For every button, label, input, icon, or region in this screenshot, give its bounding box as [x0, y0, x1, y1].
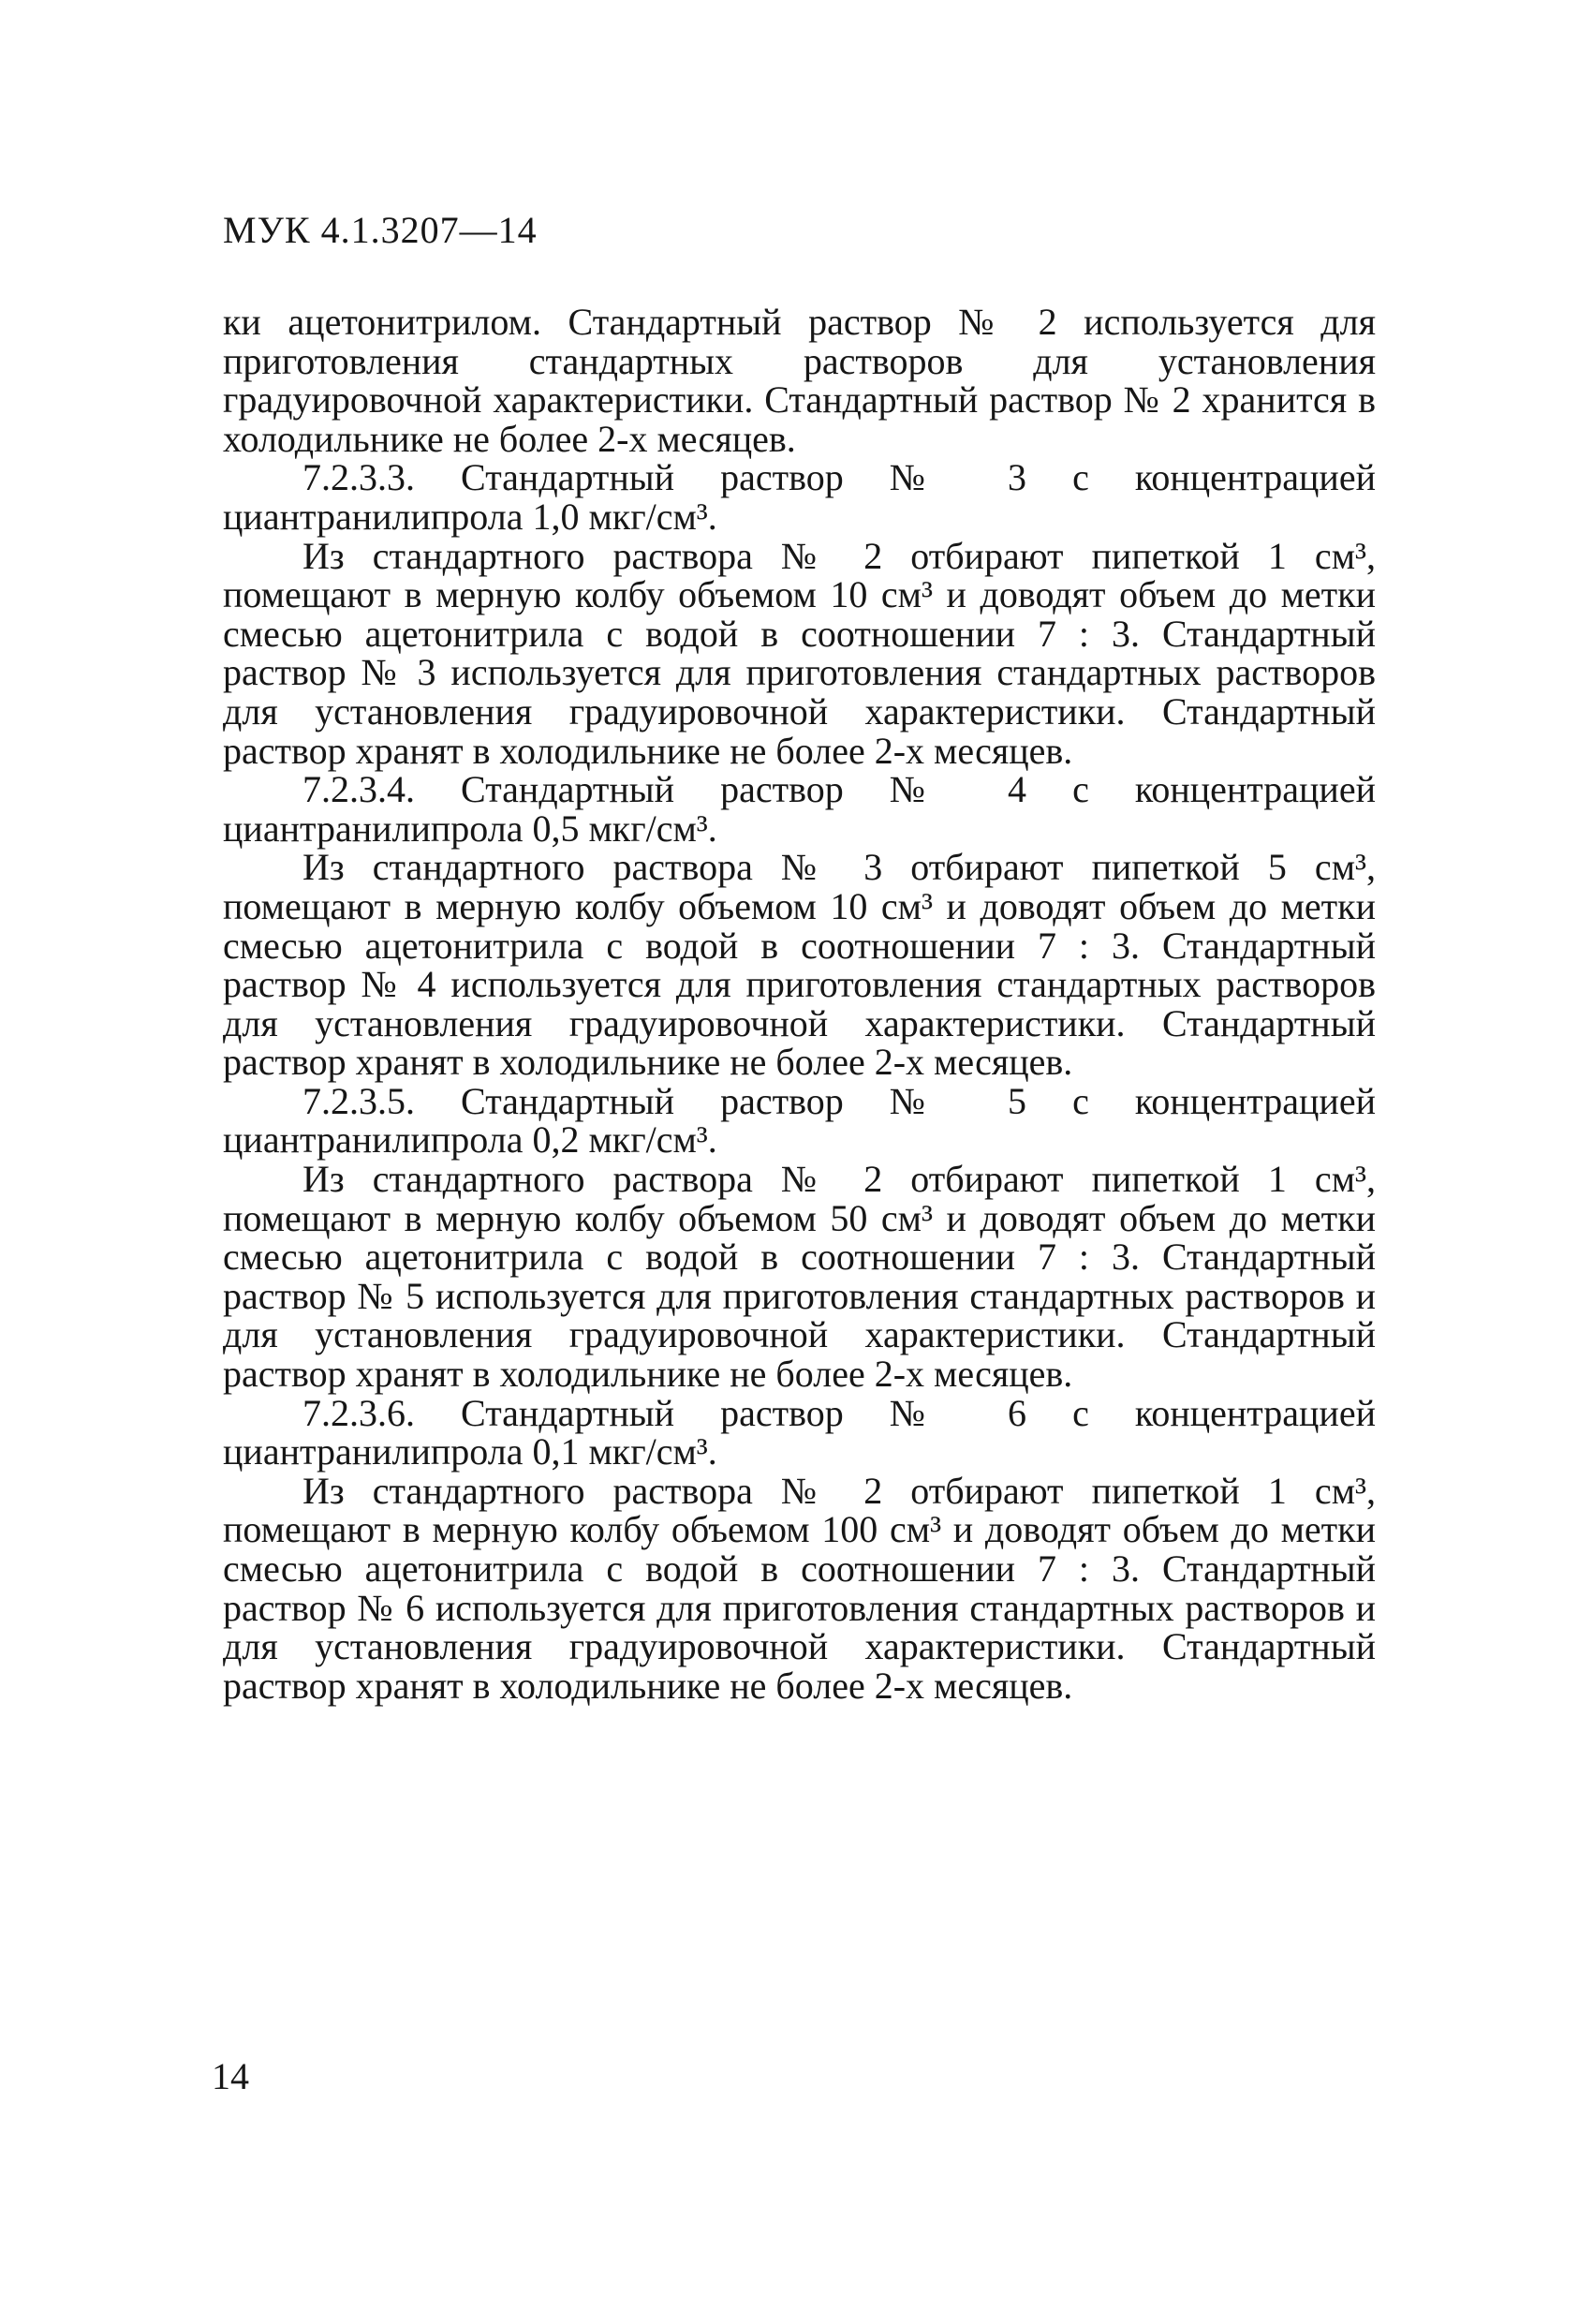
section-heading-7-2-3-6: 7.2.3.6. Стандартный раствор № 6 с концентрацией циантранилипрола 0,1 мкг/см³. — [223, 1391, 1376, 1473]
section-heading-7-2-3-3: 7.2.3.3. Стандартный раствор № 3 с концентрацией циантранилипрола 1,0 мкг/см³. — [223, 456, 1376, 538]
body-text — [223, 303, 1376, 1705]
document-code-header: МУК 4.1.3207—14 — [223, 209, 538, 251]
section-heading-7-2-3-4: 7.2.3.4. Стандартный раствор № 4 с концентрацией циантранилипрола 0,5 мкг/см³. — [223, 768, 1376, 850]
paragraph-standard-solution-4: Из стандартного раствора № 3 отбирают пипеткой 5 см³, помещают в мерную колбу объемом 10 см³ и доводят объем до метки смесью ацетонитрила с водой в соотношении 7 : 3. Стандартный раствор № 4 используется для приготовления стандартных растворов для установления градуировочной характеристики. Стандартный раствор хранят в холодильнике не более 2-х месяцев. — [223, 846, 1376, 1084]
paragraph-standard-solution-5: Из стандартного раствора № 2 отбирают пипеткой 1 см³, помещают в мерную колбу объемом 50 см³ и доводят объем до метки смесью ацетонитрила с водой в соотношении 7 : 3. Стандартный раствор № 5 используется для приготовления стандартных растворов и для установления градуировочной характеристики. Стандартный раствор хранят в холодильнике не более 2-х месяцев. — [223, 1158, 1376, 1396]
paragraph-standard-solution-3: Из стандартного раствора № 2 отбирают пипеткой 1 см³, помещают в мерную колбу объемом 10 см³ и доводят объем до метки смесью ацетонитрила с водой в соотношении 7 : 3. Стандартный раствор № 3 используется для приготовления стандартных растворов для установления градуировочной характеристики. Стандартный раствор хранят в холодильнике не более 2-х месяцев. — [223, 534, 1376, 772]
paragraph-continuation: ки ацетонитрилом. Стандартный раствор № 2 используется для приготовления стандартных растворов для установления градуировочной характеристики. Стандартный раствор № 2 хранится в холодильнике не более 2-х месяцев. — [223, 301, 1376, 460]
paragraph-standard-solution-6: Из стандартного раствора № 2 отбирают пипеткой 1 см³, помещают в мерную колбу объемом 100 см³ и доводят объем до метки смесью ацетонитрила с водой в соотношении 7 : 3. Стандартный раствор № 6 используется для приготовления стандартных растворов и для установления градуировочной характеристики. Стандартный раствор хранят в холодильнике не более 2-х месяцев. — [223, 1469, 1376, 1707]
page-number: 14 — [212, 2055, 249, 2097]
section-heading-7-2-3-5: 7.2.3.5. Стандартный раствор № 5 с концентрацией циантранилипрола 0,2 мкг/см³. — [223, 1079, 1376, 1162]
